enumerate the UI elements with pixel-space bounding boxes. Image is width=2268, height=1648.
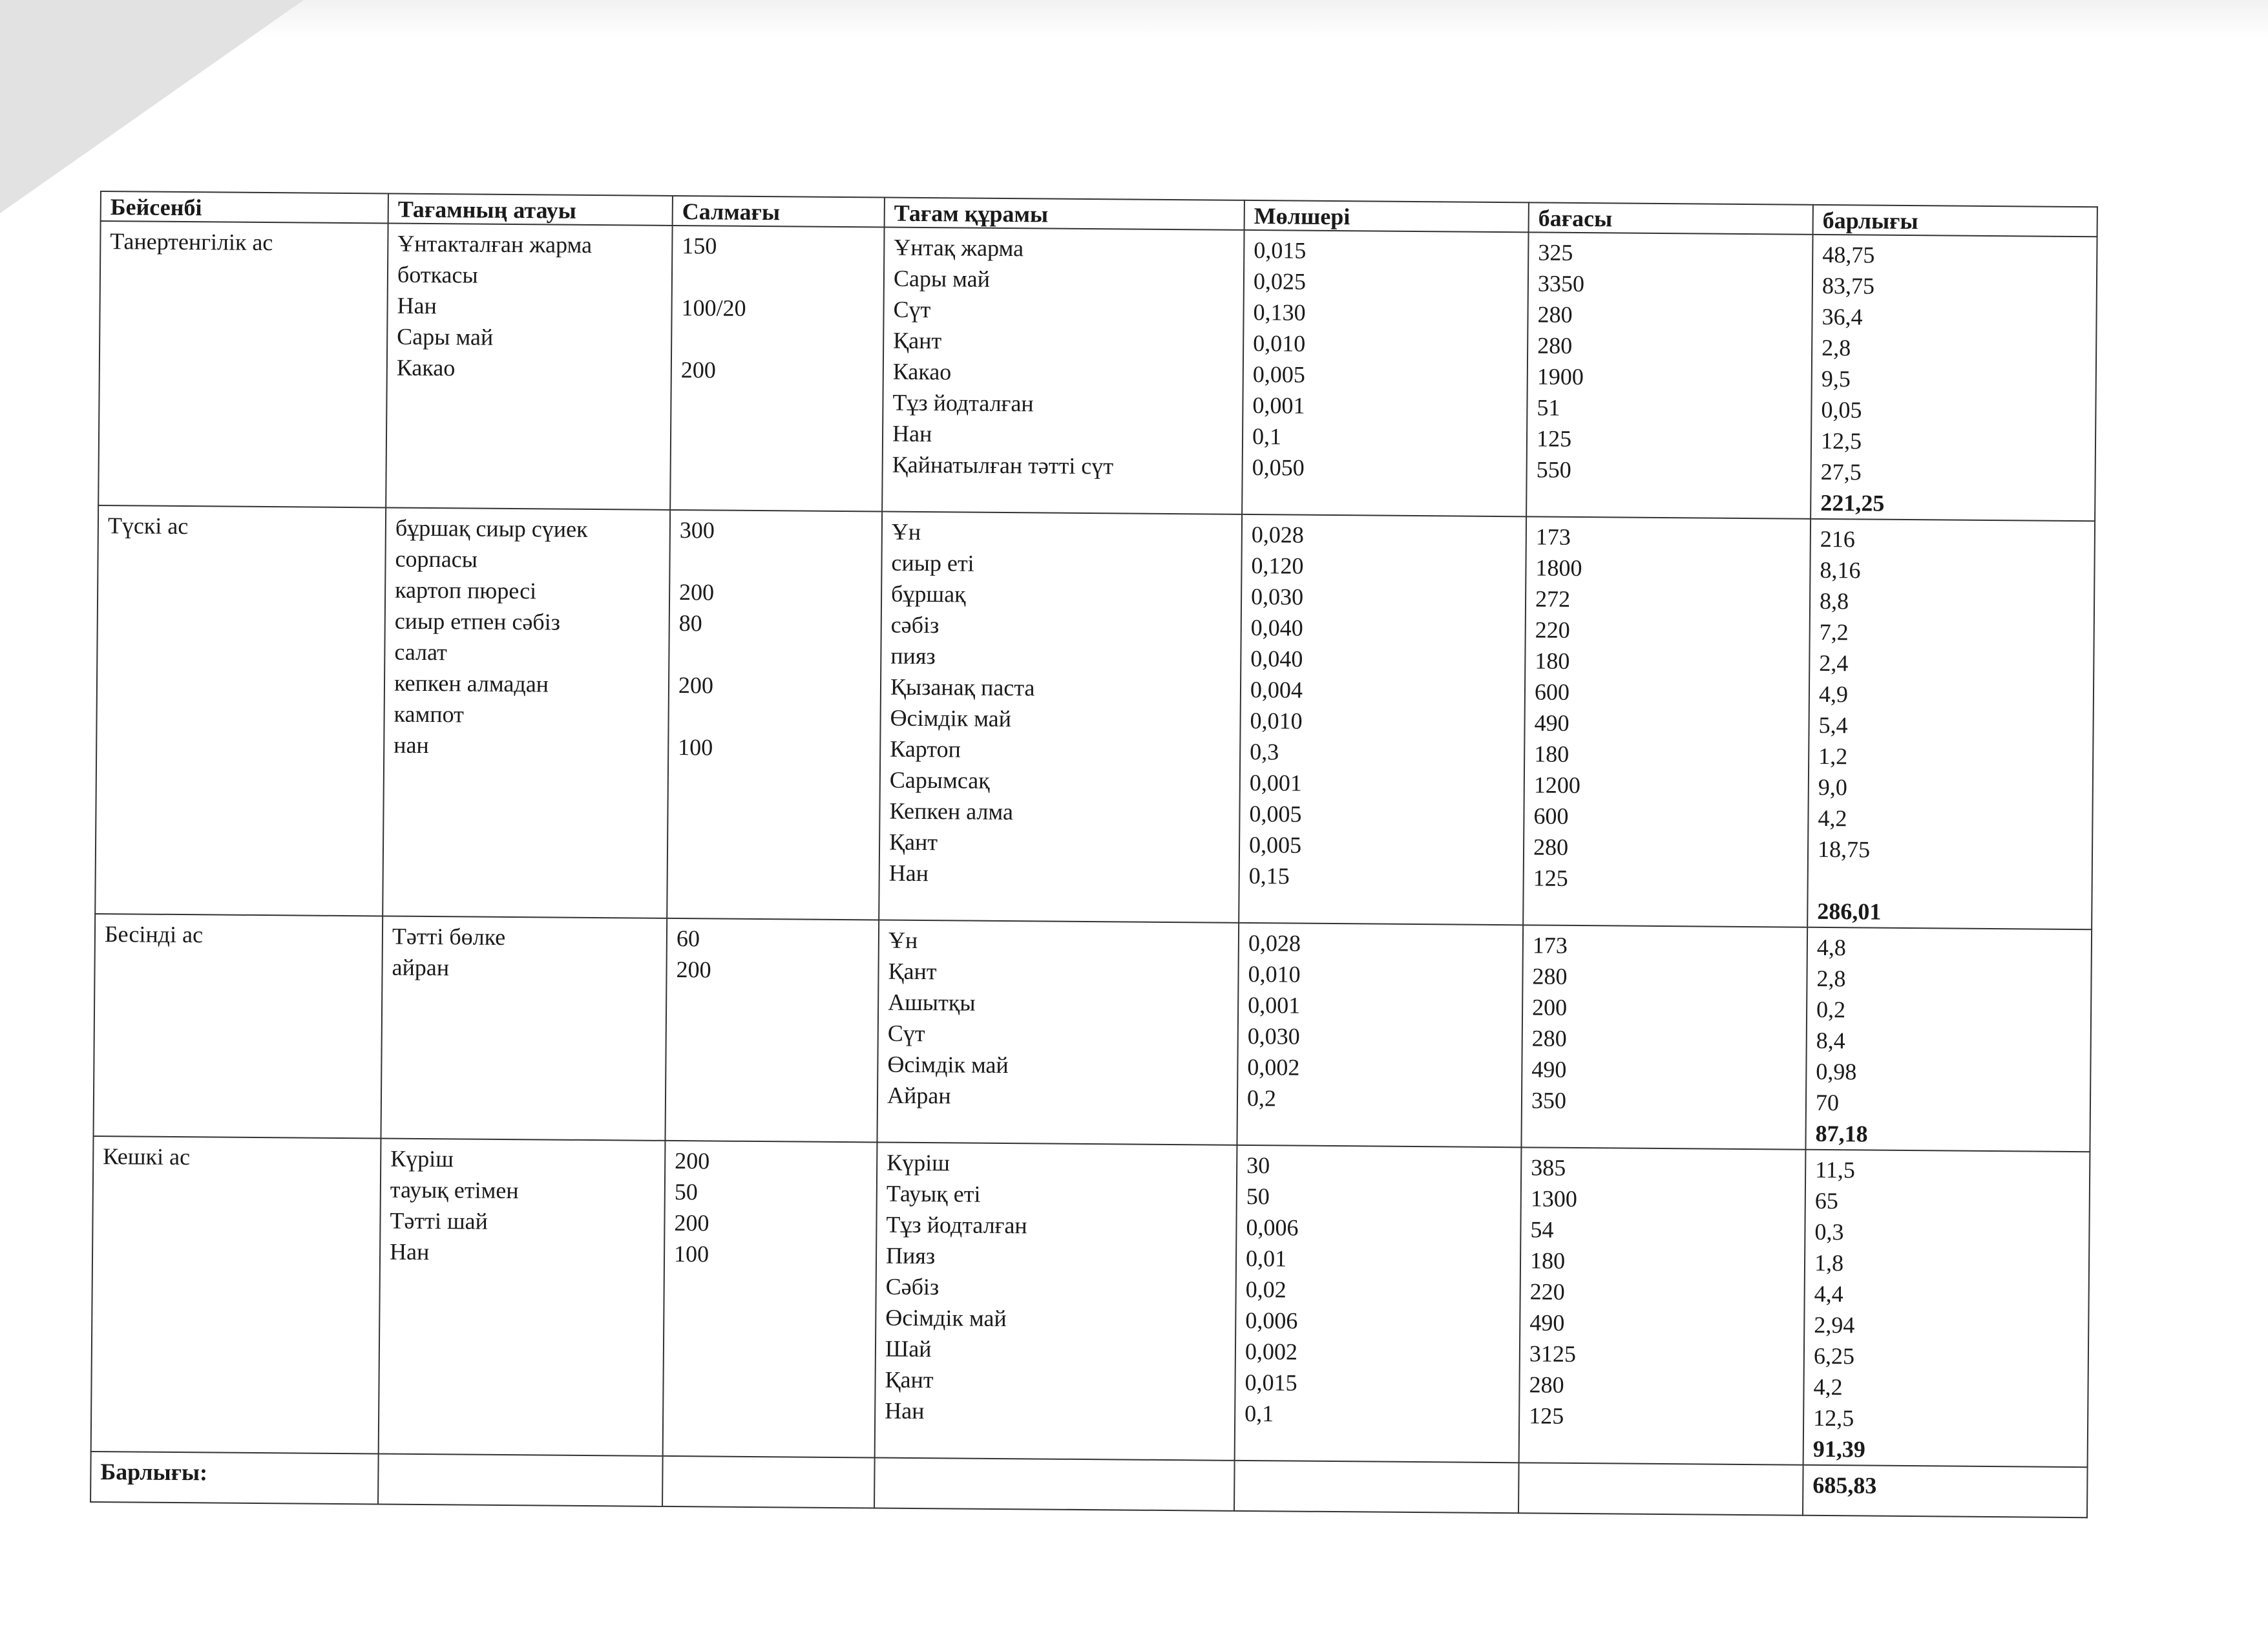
price-list [1521,925,1807,1149]
dish-item: картоп пюресі [395,576,537,604]
ingredient-list [877,920,1239,1145]
dish-list [379,1138,666,1455]
weight-item: 100/20 [681,295,746,321]
dish-item: Күріш [390,1145,454,1172]
total-item: 0,05 [1821,396,1862,423]
total-item: 9,5 [1821,365,1851,392]
total-item: 8,16 [1820,556,1861,584]
total-item: 2,8 [1816,965,1846,992]
spacer [1818,865,2083,898]
amount-item: 0,005 [1252,361,1305,388]
price-item: 385 [1531,1154,1566,1181]
amount-item: 0,01 [1245,1245,1287,1272]
dish-item: кепкен алмадан [394,670,549,697]
ingredient-item: Сарымсақ [889,766,990,794]
weight-item: 200 [675,1148,710,1174]
total-item: 83,75 [1822,272,1875,299]
amount-item: 0,004 [1250,677,1303,703]
dish-item: нан [394,732,429,759]
total-item: 0,3 [1814,1218,1844,1245]
amount-item: 0,130 [1253,299,1306,326]
ingredient-item: Сүт [887,1020,925,1047]
price-item: 490 [1534,710,1570,736]
amount-item: 0,001 [1249,769,1303,796]
ingredient-list [879,512,1242,923]
amount-item: 0,006 [1246,1214,1299,1241]
ingredient-item: сиыр еті [891,549,974,576]
price-item: 280 [1529,1371,1564,1398]
dish-item: сорпасы [395,545,478,573]
price-item: 350 [1531,1087,1567,1114]
dish-item: Ұнтакталған жарма [397,230,593,258]
amount-item: 0,2 [1246,1084,1277,1112]
amount-item: 0,028 [1251,522,1305,548]
price-item: 280 [1532,963,1568,989]
menu-cost-table [90,191,2098,1518]
ingredient-item: бұршақ [890,580,966,607]
total-item: 4,8 [1816,934,1847,961]
dish-item: айран [392,954,450,981]
header-dish-name: Тағамның атауы [388,194,673,226]
ingredient-item: Қант [885,1366,934,1393]
amount-item: 30 [1246,1152,1270,1179]
ingredient-item: Қант [888,829,938,856]
ingredient-item: Картоп [890,735,961,763]
price-item: 280 [1533,834,1569,860]
total-item: 1,2 [1818,743,1848,770]
ingredient-item: Айран [887,1082,951,1109]
price-item: 280 [1537,332,1573,359]
price-list [1519,1147,1806,1464]
total-item: 65 [1814,1187,1838,1214]
ingredient-item: Нан [892,420,932,447]
total-item: 12,5 [1813,1404,1854,1431]
total-item: 6,25 [1813,1342,1855,1369]
total-item: 1,8 [1814,1249,1844,1276]
meal-name: Танертенгілік ас [98,221,388,507]
dish-item: сиыр етпен сәбіз [394,607,561,635]
price-item: 280 [1531,1025,1567,1051]
total-item: 9,0 [1818,774,1847,801]
total-item: 8,8 [1819,587,1849,615]
weight-item: 60 [676,925,700,952]
amount-item: 0,006 [1245,1307,1298,1334]
ingredient-item: Қант [893,327,942,354]
meal-sum: 286,01 [1817,898,1882,925]
ingredient-item: Тұз йодталған [886,1211,1027,1239]
amount-item: 0,015 [1244,1369,1297,1396]
header-ingredients: Тағам құрамы [885,198,1244,230]
ingredient-item: сәбіз [890,611,940,639]
amount-item: 0,002 [1244,1338,1298,1365]
meal-sum: 87,18 [1815,1120,1868,1147]
ingredient-list [882,227,1244,514]
weight-list [665,918,879,1143]
price-item: 3350 [1537,270,1585,297]
total-item: 4,9 [1818,681,1849,708]
ingredient-item: Тауық еті [886,1180,981,1207]
ingredient-item: Өсімдік май [885,1304,1007,1332]
total-item: 216 [1820,525,1856,553]
meal-sum: 91,39 [1812,1435,1865,1463]
price-item: 1900 [1537,363,1584,390]
weight-item: 200 [678,579,715,606]
meal-name: Түскі ас [95,505,386,916]
ingredient-item: Ашытқы [888,989,976,1016]
dish-item: бұршақ сиыр сүиек [395,514,588,542]
total-item: 11,5 [1815,1156,1856,1183]
ingredient-item: Нан [888,860,929,887]
price-item: 490 [1531,1056,1567,1083]
amount-item: 0,025 [1253,268,1307,295]
total-item: 0,98 [1816,1058,1857,1085]
weight-item [681,323,874,355]
weight-item: 100 [678,734,713,761]
amount-list [1235,1145,1522,1463]
price-item: 1300 [1530,1185,1577,1212]
ingredient-item: Қызанақ паста [890,673,1035,701]
ingredient-item: Өсімдік май [890,704,1012,732]
header-amount: Мөлшері [1244,200,1529,232]
amount-item: 0,050 [1252,454,1305,481]
empty-cell [378,1453,663,1506]
price-item: 220 [1529,1278,1565,1305]
dish-item: боткасы [397,261,478,288]
ingredient-item: Ұн [888,927,918,953]
amount-item: 0,010 [1248,960,1301,988]
header-total: барлығы [1813,205,2097,237]
amount-item: 0,010 [1250,708,1303,734]
empty-cell [1234,1461,1519,1513]
total-item: 12,5 [1820,427,1862,454]
ingredient-item: Ұн [891,518,921,545]
total-item: 8,4 [1816,1027,1845,1054]
ingredient-item: пияз [890,642,936,670]
total-item: 48,75 [1822,241,1875,268]
meal-row-breakfast [98,221,2097,521]
meal-name: Кешкі ас [91,1136,381,1453]
total-list [1803,1150,2090,1467]
ingredient-item: Тұз йодталған [892,389,1034,417]
ingredient-item: Кепкен алма [889,798,1014,825]
amount-list [1237,923,1523,1147]
ingredient-item: Сүт [893,296,931,323]
total-item: 2,94 [1814,1311,1855,1338]
amount-item: 0,030 [1247,1022,1300,1050]
amount-item: 0,005 [1248,831,1302,858]
empty-cell [874,1457,1235,1510]
meal-name: Бесінді ас [94,914,383,1138]
weight-item: 200 [678,672,714,699]
weight-item: 300 [679,517,715,544]
amount-item: 0,030 [1250,584,1304,610]
weight-item: 80 [678,610,702,637]
amount-list [1242,230,1528,516]
ingredient-item: Нан [885,1397,925,1424]
price-item: 51 [1537,394,1560,421]
amount-item: 0,1 [1244,1400,1274,1427]
empty-cell [1518,1463,1803,1515]
ingredient-item: Өсімдік май [887,1051,1009,1079]
grand-total-label: Барлығы: [90,1452,379,1504]
total-item: 7,2 [1819,618,1849,646]
amount-item: 0,028 [1248,929,1301,956]
dish-item: Нан [397,292,437,319]
meal-sum: 221,25 [1820,489,1885,516]
weight-list [663,1141,877,1458]
header-day: Бейсенбі [101,191,388,223]
price-item: 280 [1537,301,1573,328]
total-item: 2,8 [1822,334,1851,361]
price-item: 125 [1536,425,1572,452]
ingredient-item: Пияз [885,1242,936,1269]
header-weight: Салмағы [673,196,885,227]
total-item: 36,4 [1822,303,1863,330]
price-list [1523,516,1811,927]
amount-item: 0,040 [1250,615,1303,641]
ingredient-item: Қайнатылған тәтті сүт [892,451,1114,480]
dish-list [381,916,667,1140]
price-item: 1200 [1533,772,1581,799]
dish-item: кампот [394,701,465,728]
weight-item: 100 [673,1241,709,1267]
meal-row-snack [94,914,2092,1152]
empty-cell [662,1456,875,1508]
dish-item: Какао [396,354,456,381]
price-item: 3125 [1529,1340,1577,1367]
total-item: 2,4 [1819,650,1849,677]
meal-row-lunch [95,505,2095,929]
amount-item: 0,15 [1248,862,1290,889]
total-item: 27,5 [1820,458,1862,485]
weight-item: 200 [680,357,717,383]
total-list [1811,235,2097,521]
weight-item: 50 [674,1179,698,1205]
dish-list [386,224,672,510]
amount-item: 50 [1246,1183,1270,1210]
total-item: 70 [1815,1089,1840,1116]
price-item: 180 [1534,741,1570,767]
price-item: 1800 [1535,555,1582,582]
weight-item [678,639,871,671]
price-item: 600 [1533,803,1569,829]
total-item: 4,4 [1814,1280,1843,1307]
dish-item: Тәтті бөлке [392,923,506,950]
amount-item: 0,001 [1252,392,1305,419]
ingredient-item: Күріш [887,1149,950,1176]
price-item: 54 [1530,1216,1554,1243]
amount-item: 0,120 [1251,553,1304,579]
price-item: 220 [1535,617,1570,643]
total-item: 4,2 [1813,1373,1843,1400]
price-item: 325 [1538,239,1573,266]
dish-item: Нан [389,1238,430,1265]
total-item: 4,2 [1818,805,1847,832]
weight-item [678,701,870,733]
weight-item: 200 [676,956,711,983]
weight-item [682,261,874,293]
amount-item: 0,1 [1252,423,1282,450]
total-item: 18,75 [1817,836,1871,863]
price-item: 200 [1531,994,1568,1020]
price-item: 600 [1534,679,1570,705]
dish-item: Тәтті шай [390,1207,488,1234]
weight-item [679,545,872,578]
weight-item: 200 [674,1210,709,1236]
total-list [1807,519,2095,929]
dish-item: тауық етімен [390,1176,519,1204]
price-item: 173 [1532,932,1568,958]
price-item: 125 [1529,1402,1564,1429]
ingredient-item: Сәбіз [885,1273,940,1300]
dish-item: салат [394,639,448,666]
total-item: 5,4 [1818,712,1848,739]
price-item: 550 [1536,456,1571,483]
ingredient-item: Ұнтақ жарма [894,234,1024,262]
ingredient-item: Какао [892,358,952,385]
amount-item: 0,010 [1253,330,1306,357]
weight-list [667,510,882,920]
header-price: бағасы [1529,202,1813,234]
total-list [1805,927,2092,1152]
ingredient-list [875,1142,1237,1460]
price-item: 180 [1535,648,1570,674]
amount-item: 0,02 [1245,1276,1286,1303]
ingredient-item: Сары май [893,265,991,292]
amount-item: 0,015 [1254,237,1307,264]
menu-table-container [90,191,2098,1518]
amount-item: 0,005 [1249,800,1302,827]
folded-corner [0,0,304,213]
weight-item: 150 [682,233,717,259]
price-item: 272 [1535,586,1571,612]
amount-item: 0,3 [1250,739,1279,765]
amount-item: 0,002 [1247,1053,1300,1081]
dish-list [383,507,670,918]
ingredient-item: Шай [885,1335,932,1362]
price-item: 490 [1529,1309,1565,1336]
amount-list [1239,514,1526,925]
price-item: 180 [1529,1247,1566,1274]
weight-list [670,226,884,512]
dish-item: Сары май [397,323,494,350]
amount-item: 0,001 [1248,991,1301,1019]
ingredient-item: Қант [888,958,937,985]
price-list [1526,232,1812,518]
grand-total-value: 685,83 [1803,1465,2088,1517]
price-item: 173 [1535,523,1571,550]
meal-row-dinner [91,1136,2090,1467]
total-item: 0,2 [1816,996,1846,1023]
price-item: 125 [1533,865,1568,891]
amount-item: 0,040 [1250,646,1303,672]
